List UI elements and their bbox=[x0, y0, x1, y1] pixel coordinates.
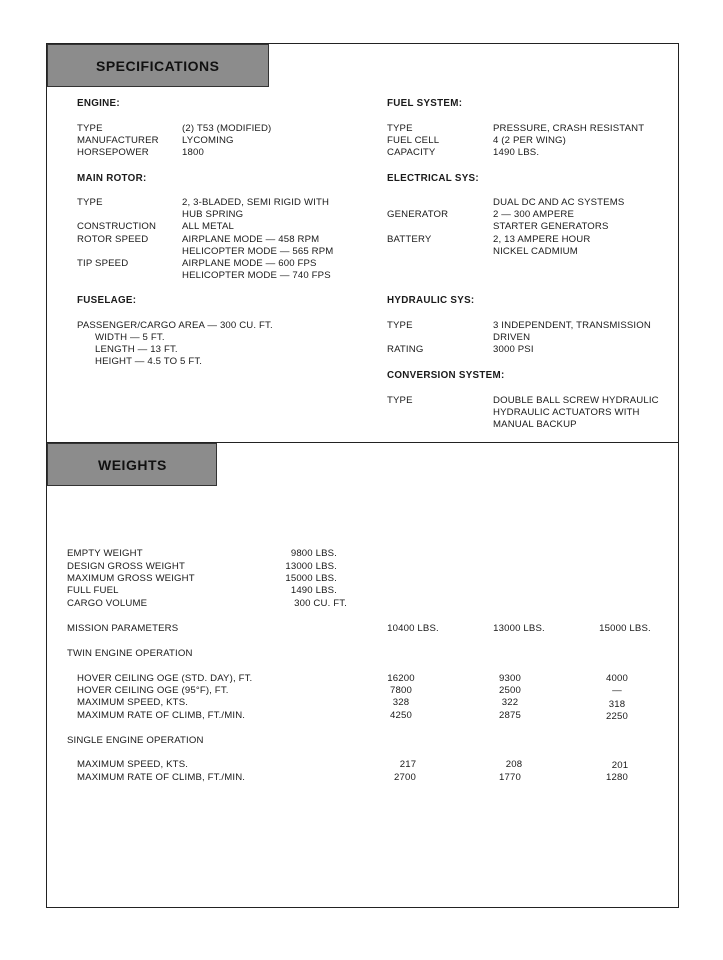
single-row-1-val-2: 1280 bbox=[606, 772, 628, 783]
twin-row-1-val-2: — bbox=[612, 685, 622, 696]
single-row-0-val-0: 217 bbox=[399, 759, 417, 770]
battery-label: BATTERY bbox=[387, 234, 432, 245]
weight-label-4: CARGO VOLUME bbox=[67, 598, 148, 609]
hydraulic-rating-value: 3000 PSI bbox=[493, 344, 534, 355]
engine-heading: ENGINE: bbox=[77, 98, 120, 109]
engine-label-1: MANUFACTURER bbox=[77, 135, 159, 146]
single-row-0-val-2: 201 bbox=[611, 760, 629, 771]
twin-row-label-1: HOVER CEILING OGE (95°F), FT. bbox=[77, 685, 229, 696]
weight-label-1: DESIGN GROSS WEIGHT bbox=[67, 561, 185, 572]
twin-row-2-val-1: 322 bbox=[501, 697, 519, 708]
fuselage-area: PASSENGER/CARGO AREA — 300 CU. FT. bbox=[77, 320, 273, 331]
rotor-speed-label: ROTOR SPEED bbox=[77, 234, 149, 245]
mission-parameters-label: MISSION PARAMETERS bbox=[67, 623, 179, 634]
mission-column-0: 10400 LBS. bbox=[387, 623, 439, 634]
weight-value-4: 300 CU. FT. bbox=[294, 598, 347, 609]
specifications-banner bbox=[47, 44, 269, 87]
single-row-label-1: MAXIMUM RATE OF CLIMB, FT./MIN. bbox=[77, 772, 246, 783]
mission-column-2: 15000 LBS. bbox=[599, 623, 651, 634]
conversion-heading: CONVERSION SYSTEM: bbox=[387, 370, 505, 381]
weight-value-3: 1490 LBS. bbox=[290, 585, 337, 596]
engine-label-2: HORSEPOWER bbox=[77, 147, 149, 158]
battery-value-1: 2, 13 AMPERE HOUR bbox=[493, 234, 591, 245]
single-row-1-val-0: 2700 bbox=[394, 772, 416, 783]
fuselage-heading: FUSELAGE: bbox=[77, 295, 137, 306]
electrical-heading: ELECTRICAL SYS: bbox=[387, 173, 479, 184]
rotor-type-value-1: 2, 3-BLADED, SEMI RIGID WITH bbox=[182, 197, 330, 208]
battery-value-2: NICKEL CADMIUM bbox=[493, 246, 578, 257]
twin-row-2-val-2: 318 bbox=[608, 699, 626, 710]
weight-value-1: 13000 LBS. bbox=[285, 561, 337, 572]
construction-value: ALL METAL bbox=[182, 221, 235, 232]
rotor-speed-value-1: AIRPLANE MODE — 458 RPM bbox=[182, 234, 320, 245]
twin-row-label-2: MAXIMUM SPEED, KTS. bbox=[77, 697, 189, 708]
hydraulic-type-value-1: 3 INDEPENDENT, TRANSMISSION bbox=[493, 320, 651, 331]
fuel-value-2: 1490 LBS. bbox=[493, 147, 540, 158]
conversion-type-value-3: MANUAL BACKUP bbox=[493, 419, 577, 430]
fuel-system-heading: FUEL SYSTEM: bbox=[387, 98, 463, 109]
twin-engine-heading: TWIN ENGINE OPERATION bbox=[67, 648, 193, 659]
weight-label-3: FULL FUEL bbox=[67, 585, 119, 596]
conversion-type-value-2: HYDRAULIC ACTUATORS WITH bbox=[493, 407, 640, 418]
mission-column-1: 13000 LBS. bbox=[493, 623, 545, 634]
twin-row-1-val-0: 7800 bbox=[390, 685, 412, 696]
twin-row-0-val-1: 9300 bbox=[499, 673, 521, 684]
fuel-label-2: CAPACITY bbox=[387, 147, 436, 158]
rotor-type-value-2: HUB SPRING bbox=[182, 209, 244, 220]
engine-label-0: TYPE bbox=[77, 123, 103, 134]
engine-value-1: LYCOMING bbox=[182, 135, 234, 146]
single-row-label-0: MAXIMUM SPEED, KTS. bbox=[77, 759, 189, 770]
tip-speed-value-2: HELICOPTER MODE — 740 FPS bbox=[182, 270, 331, 281]
twin-row-2-val-0: 328 bbox=[392, 697, 410, 708]
fuel-label-1: FUEL CELL bbox=[387, 135, 440, 146]
single-row-0-val-1: 208 bbox=[505, 759, 523, 770]
generator-value-1: 2 — 300 AMPERE bbox=[493, 209, 575, 220]
fuselage-height: HEIGHT — 4.5 TO 5 FT. bbox=[95, 356, 203, 367]
twin-row-3-val-0: 4250 bbox=[390, 710, 412, 721]
fuel-value-0: PRESSURE, CRASH RESISTANT bbox=[493, 123, 645, 134]
twin-row-0-val-0: 16200 bbox=[387, 673, 415, 684]
conversion-type-value-1: DOUBLE BALL SCREW HYDRAULIC bbox=[493, 395, 659, 406]
construction-label: CONSTRUCTION bbox=[77, 221, 157, 232]
twin-row-1-val-1: 2500 bbox=[499, 685, 521, 696]
hydraulic-type-value-2: DRIVEN bbox=[493, 332, 531, 343]
electrical-system-value: DUAL DC AND AC SYSTEMS bbox=[493, 197, 625, 208]
rotor-speed-value-2: HELICOPTER MODE — 565 RPM bbox=[182, 246, 334, 257]
single-row-1-val-1: 1770 bbox=[499, 772, 521, 783]
engine-value-2: 1800 bbox=[182, 147, 204, 158]
specifications-title: SPECIFICATIONS bbox=[96, 57, 220, 74]
twin-row-0-val-2: 4000 bbox=[606, 673, 628, 684]
twin-row-3-val-1: 2875 bbox=[499, 710, 521, 721]
rotor-type-label: TYPE bbox=[77, 197, 103, 208]
main-rotor-heading: MAIN ROTOR: bbox=[77, 173, 147, 184]
single-engine-heading: SINGLE ENGINE OPERATION bbox=[67, 735, 204, 746]
generator-label: GENERATOR bbox=[387, 209, 449, 220]
tip-speed-label: TIP SPEED bbox=[77, 258, 129, 269]
twin-row-label-3: MAXIMUM RATE OF CLIMB, FT./MIN. bbox=[77, 710, 246, 721]
tip-speed-value-1: AIRPLANE MODE — 600 FPS bbox=[182, 258, 317, 269]
fuel-label-0: TYPE bbox=[387, 123, 413, 134]
engine-value-0: (2) T53 (MODIFIED) bbox=[182, 123, 272, 134]
weights-banner bbox=[47, 443, 217, 486]
weight-label-2: MAXIMUM GROSS WEIGHT bbox=[67, 573, 195, 584]
generator-value-2: STARTER GENERATORS bbox=[493, 221, 609, 232]
hydraulic-heading: HYDRAULIC SYS: bbox=[387, 295, 475, 306]
twin-row-label-0: HOVER CEILING OGE (STD. DAY), FT. bbox=[77, 673, 253, 684]
hydraulic-rating-label: RATING bbox=[387, 344, 424, 355]
conversion-type-label: TYPE bbox=[387, 395, 413, 406]
weight-value-2: 15000 LBS. bbox=[285, 573, 337, 584]
weight-label-0: EMPTY WEIGHT bbox=[67, 548, 143, 559]
fuel-value-1: 4 (2 PER WING) bbox=[493, 135, 566, 146]
weights-title: WEIGHTS bbox=[98, 456, 167, 473]
weight-value-0: 9800 LBS. bbox=[290, 548, 337, 559]
twin-row-3-val-2: 2250 bbox=[606, 711, 628, 722]
fuselage-length: LENGTH — 13 FT. bbox=[95, 344, 178, 355]
hydraulic-type-label: TYPE bbox=[387, 320, 413, 331]
fuselage-width: WIDTH — 5 FT. bbox=[95, 332, 165, 343]
